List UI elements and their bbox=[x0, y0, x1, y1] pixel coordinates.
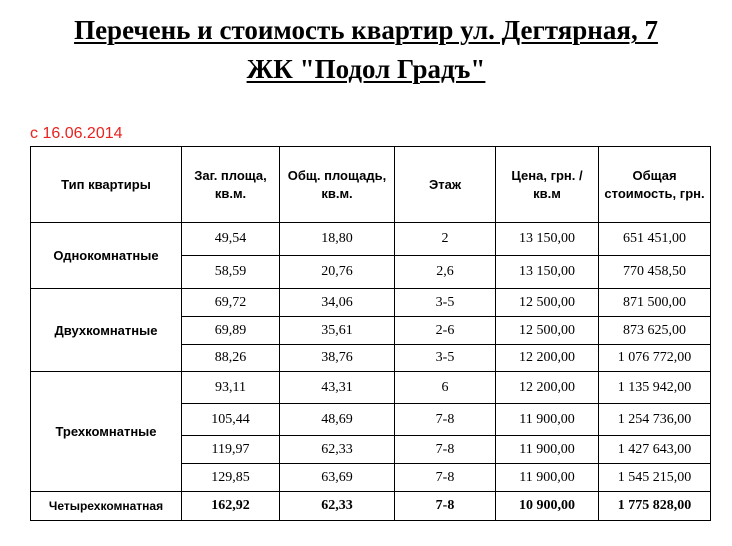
price-cell: 12 200,00 bbox=[496, 372, 599, 404]
total-cost-cell: 871 500,00 bbox=[599, 289, 711, 317]
table-row bbox=[31, 492, 711, 521]
header-common-area: Общ. площадь, кв.м. bbox=[280, 147, 395, 223]
price-cell: 13 150,00 bbox=[496, 223, 599, 256]
common-area-cell: 62,33 bbox=[280, 436, 395, 464]
table-row bbox=[31, 223, 711, 256]
floor-cell: 2 bbox=[395, 223, 496, 256]
total-area-cell: 88,26 bbox=[182, 345, 280, 372]
total-area-cell: 58,59 bbox=[182, 256, 280, 289]
floor-cell: 7-8 bbox=[395, 436, 496, 464]
total-cost-cell: 1 775 828,00 bbox=[599, 492, 711, 521]
price-cell: 11 900,00 bbox=[496, 464, 599, 492]
table-row bbox=[31, 372, 711, 404]
floor-cell: 3-5 bbox=[395, 345, 496, 372]
apartment-type-cell: Однокомнатные bbox=[31, 223, 182, 289]
total-area-cell: 162,92 bbox=[182, 492, 280, 521]
price-date: с 16.06.2014 bbox=[30, 125, 123, 142]
total-area-cell: 49,54 bbox=[182, 223, 280, 256]
apartment-price-table bbox=[30, 146, 711, 521]
price-cell: 12 500,00 bbox=[496, 317, 599, 345]
price-cell: 10 900,00 bbox=[496, 492, 599, 521]
floor-cell: 7-8 bbox=[395, 404, 496, 436]
common-area-cell: 38,76 bbox=[280, 345, 395, 372]
floor-cell: 7-8 bbox=[395, 492, 496, 521]
total-area-cell: 69,89 bbox=[182, 317, 280, 345]
total-cost-cell: 1 135 942,00 bbox=[599, 372, 711, 404]
total-cost-cell: 1 254 736,00 bbox=[599, 404, 711, 436]
common-area-cell: 35,61 bbox=[280, 317, 395, 345]
total-area-cell: 69,72 bbox=[182, 289, 280, 317]
total-area-cell: 119,97 bbox=[182, 436, 280, 464]
total-cost-cell: 1 427 643,00 bbox=[599, 436, 711, 464]
common-area-cell: 34,06 bbox=[280, 289, 395, 317]
total-cost-cell: 873 625,00 bbox=[599, 317, 711, 345]
price-cell: 13 150,00 bbox=[496, 256, 599, 289]
header-total-cost: Общая стоимость, грн. bbox=[599, 147, 711, 223]
header-floor: Этаж bbox=[395, 147, 496, 223]
total-area-cell: 129,85 bbox=[182, 464, 280, 492]
apartment-type-cell: Трехкомнатные bbox=[31, 372, 182, 492]
floor-cell: 2,6 bbox=[395, 256, 496, 289]
total-cost-cell: 770 458,50 bbox=[599, 256, 711, 289]
header-type: Тип квартиры bbox=[31, 147, 182, 223]
header-price: Цена, грн. / кв.м bbox=[496, 147, 599, 223]
total-area-cell: 93,11 bbox=[182, 372, 280, 404]
total-area-cell: 105,44 bbox=[182, 404, 280, 436]
floor-cell: 2-6 bbox=[395, 317, 496, 345]
floor-cell: 6 bbox=[395, 372, 496, 404]
common-area-cell: 48,69 bbox=[280, 404, 395, 436]
header-total-area: Заг. площа, кв.м. bbox=[182, 147, 280, 223]
common-area-cell: 18,80 bbox=[280, 223, 395, 256]
table-header-row bbox=[31, 147, 711, 223]
table-row bbox=[31, 289, 711, 317]
floor-cell: 7-8 bbox=[395, 464, 496, 492]
apartment-type-cell: Четырехкомнатная bbox=[31, 492, 182, 521]
total-cost-cell: 651 451,00 bbox=[599, 223, 711, 256]
total-cost-cell: 1 545 215,00 bbox=[599, 464, 711, 492]
document-title-line2: ЖК "Подол Градъ" bbox=[246, 54, 486, 84]
price-cell: 11 900,00 bbox=[496, 404, 599, 436]
apartment-type-cell: Двухкомнатные bbox=[31, 289, 182, 372]
common-area-cell: 43,31 bbox=[280, 372, 395, 404]
document-title-line1: Перечень и стоимость квартир ул. Дегтярная, 7 bbox=[74, 15, 658, 45]
common-area-cell: 20,76 bbox=[280, 256, 395, 289]
price-cell: 12 200,00 bbox=[496, 345, 599, 372]
price-cell: 11 900,00 bbox=[496, 436, 599, 464]
common-area-cell: 63,69 bbox=[280, 464, 395, 492]
price-cell: 12 500,00 bbox=[496, 289, 599, 317]
common-area-cell: 62,33 bbox=[280, 492, 395, 521]
total-cost-cell: 1 076 772,00 bbox=[599, 345, 711, 372]
floor-cell: 3-5 bbox=[395, 289, 496, 317]
